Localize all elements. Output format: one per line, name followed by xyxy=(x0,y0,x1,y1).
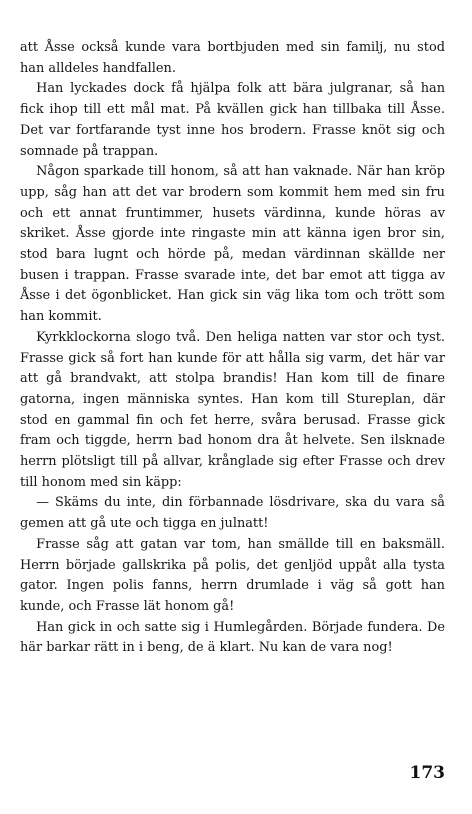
page-body-text xyxy=(20,38,445,659)
page-number: 173 xyxy=(409,763,445,783)
paragraph-1: att Åsse också kunde vara bortbjuden med sin familj, nu stod han alldeles handfallen. xyxy=(20,40,445,76)
paragraph-4: Kyrkklockorna slogo två. Den heliga natten var stor och tyst. Frasse gick så fort han kunde för att hålla sig varm, det här var att gå brandvakt, att stolpa brandis! Han kom till de finare gatorna, ingen människa syntes. Han kom till Stureplan, där stod en gammal fin och fet herre, svåra berusad. Frasse gick fram och tiggde, herrn bad honom dra åt helvete. Sen ilsknade herrn plötsligt till på allvar, krånglade sig efter Frasse och drev till honom med sin käpp: xyxy=(20,329,445,490)
book-page xyxy=(20,38,445,783)
paragraph-7: Han gick in och satte sig i Humlegården. Började fundera. De här barkar rätt in i beng, de ä klart. Nu kan de vara nog! xyxy=(20,619,445,656)
paragraph-5-dialogue: — Skäms du inte, din förbannade lösdrivare, ska du vara så gemen att gå ute och tigga en julnatt! xyxy=(20,495,445,532)
paragraph-6: Frasse såg att gatan var tom, han smällde till en baksmäll. Herrn började gallskrika på polis, det genljöd uppåt alla tysta gator. Ingen polis fanns, herrn drumlade i väg så gott han kunde, och Frasse lät honom gå! xyxy=(20,536,445,614)
paragraph-2: Han lyckades dock få hjälpa folk att bära julgranar, så han fick ihop till ett mål mat. På kvällen gick han tillbaka till Åsse. Det var fortfarande tyst inne hos brodern. Frasse knöt sig och somnade på trappan. xyxy=(20,81,445,159)
paragraph-3: Någon sparkade till honom, så att han vaknade. När han kröp upp, såg han att det var brodern som kommit hem med sin fru och ett annat fruntimmer, husets värdinna, kunde höras av skriket. Åsse gjorde inte ringaste min att känna igen bror sin, stod bara lugnt och hörde på, medan värdinnan skällde ner busen i trappan. Frasse svarade inte, det bar emot att tigga av Åsse i det ögonblicket. Han gick sin väg lika tom och trött som han kommit. xyxy=(20,164,445,325)
